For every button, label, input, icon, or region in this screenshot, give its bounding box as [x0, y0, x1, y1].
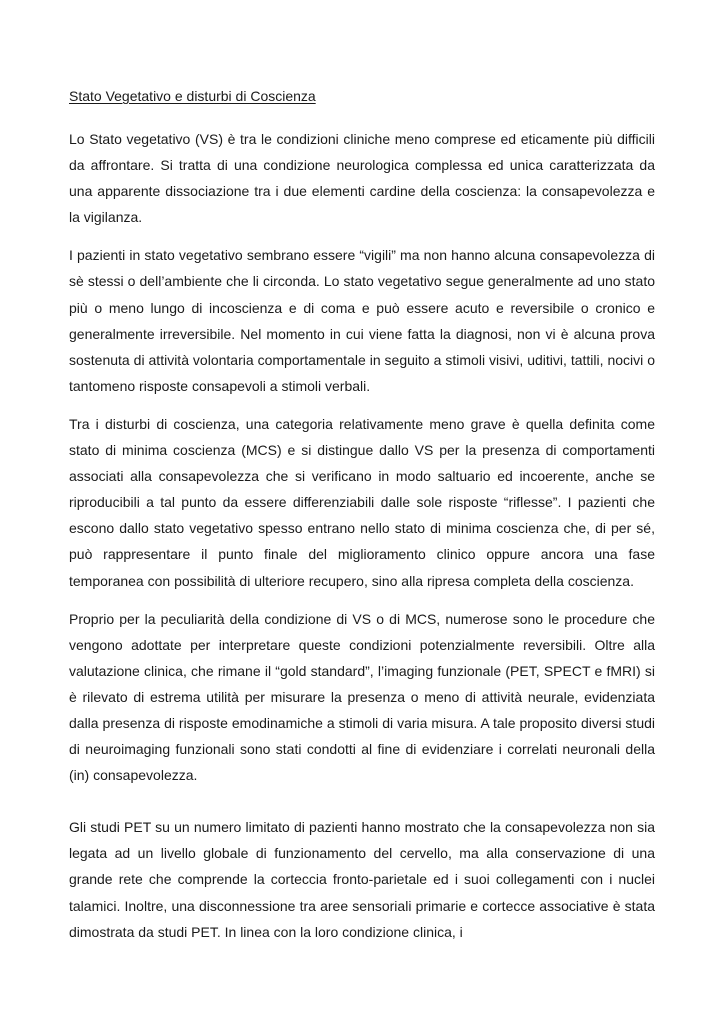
paragraph-diagnostic-procedures: Proprio per la peculiarità della condizione di VS o di MCS, numerose sono le procedure che vengono adottate per interpretare queste condizioni potenzialmente reversibili. Oltre alla valutazione clinica, che rimane il “gold standard”, l’imaging funzionale (PET, SPECT e fMRI) si è rilevato di estrema utilità per misurare la presenza o meno di attività neurale, evidenziata dalla presenza di risposte emodinamiche a stimoli di varia misura. A tale proposito diversi studi di neuroimaging funzionali sono stati condotti al fine di evidenziare i correlati neuronali della (in) consapevolezza. — [69, 610, 655, 784]
paragraph-vegetative-state-intro: Lo Stato vegetativo (VS) è tra le condizioni cliniche meno comprese ed eticamente più difficili da affrontare. Si tratta di una condizione neurologica complessa ed unica caratterizzata da una apparente dissociazione tra i due elementi cardine della coscienza: la consapevolezza e la vigilanza. — [69, 131, 655, 226]
document-title: Stato Vegetativo e disturbi di Coscienza — [69, 88, 316, 104]
paragraph-minimally-conscious-state: Tra i disturbi di coscienza, una categoria relativamente meno grave è quella definita come stato di minima coscienza (MCS) e si distingue dallo VS per la presenza di comportamenti associati alla consapevolezza che si verificano in modo saltuario ed incoerente, anche se riproducibili a tal punto da essere differenziabili dalle sole risposte “riflesse”. I pazienti che escono dallo stato vegetativo spesso entrano nello stato di minima coscienza che, di per sé, può rappresentare il punto finale del miglioramento clinico oppure ancora una fase temporanea con possibilità di ulteriore recupero, sino alla ripresa completa della coscienza. — [69, 415, 655, 589]
paragraph-vegetative-patients: I pazienti in stato vegetativo sembrano essere “vigili” ma non hanno alcuna consapevolezza di sè stessi o dell’ambiente che li circonda. Lo stato vegetativo segue generalmente ad uno stato più o meno lungo di incoscienza e di coma e può essere acuto e reversibile o cronico e generalmente irreversibile. Nel momento in cui viene fatta la diagnosi, non vi è alcuna prova sostenuta di attività volontaria comportamentale in seguito a stimoli visivi, uditivi, tattili, nocivi o tantomeno risposte consapevoli a stimoli verbali. — [69, 247, 655, 394]
document-page — [69, 84, 655, 957]
paragraph-pet-studies: Gli studi PET su un numero limitato di pazienti hanno mostrato che la consapevolezza non sia legata ad un livello globale di funzionamento del cervello, ma alla conservazione di una grande rete che comprende la corteccia fronto-parietale ed i suoi collegamenti con i nuclei talamici. Inoltre, una disconnessione tra aree sensoriali primarie e cortecce associative è stata dimostrata da studi PET. In linea con la loro condizione clinica, i — [69, 819, 655, 940]
